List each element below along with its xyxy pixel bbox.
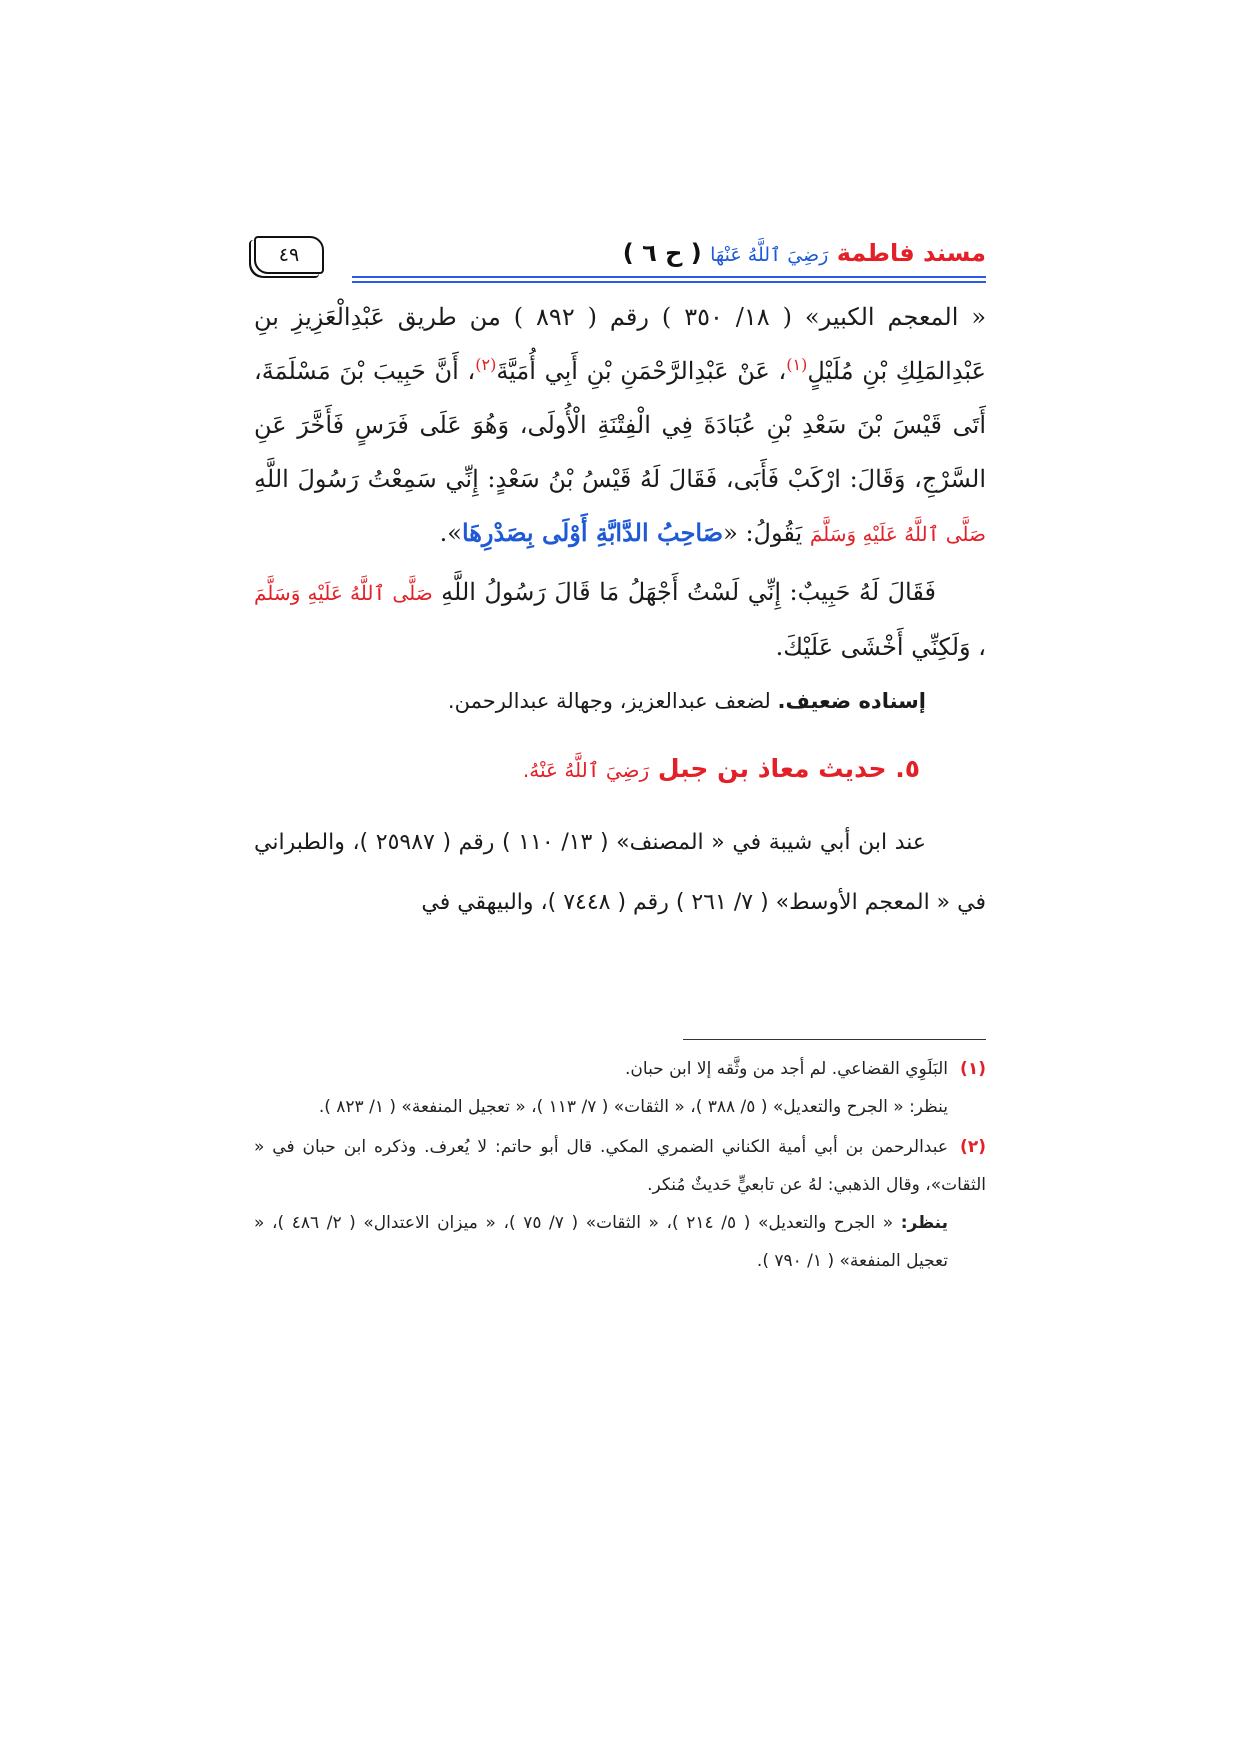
text-span: ، أَنَّ حَبِيبَ بْنَ مَسْلَمَةَ، أَتَى قَيْسَ بْنَ سَعْدِ بْنِ عُبَادَةَ فِي الْفِتْنَةِ الْأُولَى، وَهُوَ عَلَى فَرَسٍ فَأَخَّرَ عَنِ السَّرْجِ، وَقَالَ: ارْكَبْ فَأَبَى، فَقَالَ لَهُ قَيْسُ بْنُ سَعْدٍ: إِنِّي سَمِعْتُ رَسُولَ اللَّهِ xyxy=(254,357,986,493)
running-title xyxy=(623,236,986,272)
footnotes xyxy=(254,1050,986,1282)
footnote-line xyxy=(254,1088,986,1126)
text-span: فَقَالَ لَهُ حَبِيبٌ: إِنِّي لَسْتُ أَجْهَلُ مَا قَالَ رَسُولُ اللَّهِ xyxy=(441,578,936,606)
page-number: ٤٩ xyxy=(254,236,324,274)
text-span: يَقُولُ: « xyxy=(723,519,803,547)
grading-reason: لضعف عبدالعزيز، وجهالة عبدالرحمن. xyxy=(447,689,771,713)
footnote-text: « الجرح والتعديل» ( ٥/ ٢١٤ )، « الثقات» ( ٧/ ٧٥ )، « ميزان الاعتدال» ( ٢/ ٤٨٦ )، « تعجيل المنفعة» ( ١/ ٧٩٠ ). xyxy=(254,1213,948,1271)
footnote-line xyxy=(254,1050,986,1088)
paragraph-sources: عند ابن أبي شيبة في « المصنف» ( ١٣/ ١١٠ ) رقم ( ٢٥٩٨٧ )، والطبراني في « المعجم الأوسط» ( ٧/ ٢٦١ ) رقم ( ٧٤٤٨ )، والبيهقي في xyxy=(254,830,986,915)
section-heading xyxy=(254,742,986,797)
footnote-line xyxy=(254,1204,986,1280)
section-honorific: رَضِيَ ٱللَّهُ عَنْهُ. xyxy=(522,758,650,782)
text-span: ». xyxy=(439,519,462,547)
salawat-honorific: صَلَّى ٱللَّهُ عَلَيْهِ وَسَلَّمَ xyxy=(809,522,986,546)
paragraph-reply xyxy=(254,565,986,674)
paragraph-hadith xyxy=(254,290,986,561)
footnote-text: البَلَوِي القضاعي. لم أجد من وثَّقه إلا ابن حبان. xyxy=(625,1059,948,1079)
footnote-label: ينظر: xyxy=(900,1213,948,1233)
salawat-honorific: صَلَّى ٱللَّهُ عَلَيْهِ وَسَلَّمَ xyxy=(254,581,433,605)
footnote-text: عبدالرحمن بن أبي أمية الكناني الضمري المكي. قال أبو حاتم: لا يُعرف. وذكره ابن حبان في « الثقات»، وقال الذهبي: لهُ عن تابعيٍّ حَديثٌ مُنكر. xyxy=(254,1137,986,1195)
main-text xyxy=(254,290,986,933)
prophetic-quote: صَاحِبُ الدَّابَّةِ أَوْلَى بِصَدْرِهَا xyxy=(461,518,724,547)
title-volume: ( ح ٦ ) xyxy=(622,239,702,267)
grading-verdict: إسناده ضعيف. xyxy=(777,689,926,713)
title-honorific: رَضِيَ ٱللَّهُ عَنْهَا xyxy=(710,244,829,266)
isnad-grading xyxy=(254,674,986,728)
page-header xyxy=(254,236,986,288)
footnote-ref-1[interactable]: (١) xyxy=(786,355,808,374)
text-span: « المعجم الكبير» ( ١٨/ ٣٥٠ ) رقم ( ٨٩٢ ) من طريق عَبْدِالْعَزِيزِ بنِ عَبْدِالمَلِكِ بْنِ مُلَيْلٍ xyxy=(254,303,987,385)
footnote-text: ينظر: « الجرح والتعديل» ( ٥/ ٣٨٨ )، « الثقات» ( ٧/ ١١٣ )، « تعجيل المنفعة» ( ١/ ٨٢٣ ). xyxy=(318,1097,948,1117)
footnote-number: (٢) xyxy=(960,1137,986,1157)
footnote-1 xyxy=(254,1050,986,1126)
title-name: مسند فاطمة xyxy=(836,239,986,267)
footnote-line xyxy=(254,1128,986,1204)
footnote-2 xyxy=(254,1128,986,1280)
footnote-number: (١) xyxy=(960,1059,986,1079)
text-span: ، وَلَكِنِّي أَخْشَى عَلَيْكَ. xyxy=(775,633,986,661)
header-rule-bottom xyxy=(352,281,986,283)
section-title: ٥. حديث معاذ بن جبل xyxy=(657,754,920,783)
header-rule-top xyxy=(352,276,986,278)
text-span: ، عَنْ عَبْدِالرَّحْمَنِ بْنِ أَبِي أُمَيَّةَ xyxy=(496,357,787,385)
footnote-ref-2[interactable]: (٢) xyxy=(475,355,497,374)
footnote-separator xyxy=(683,1039,986,1040)
